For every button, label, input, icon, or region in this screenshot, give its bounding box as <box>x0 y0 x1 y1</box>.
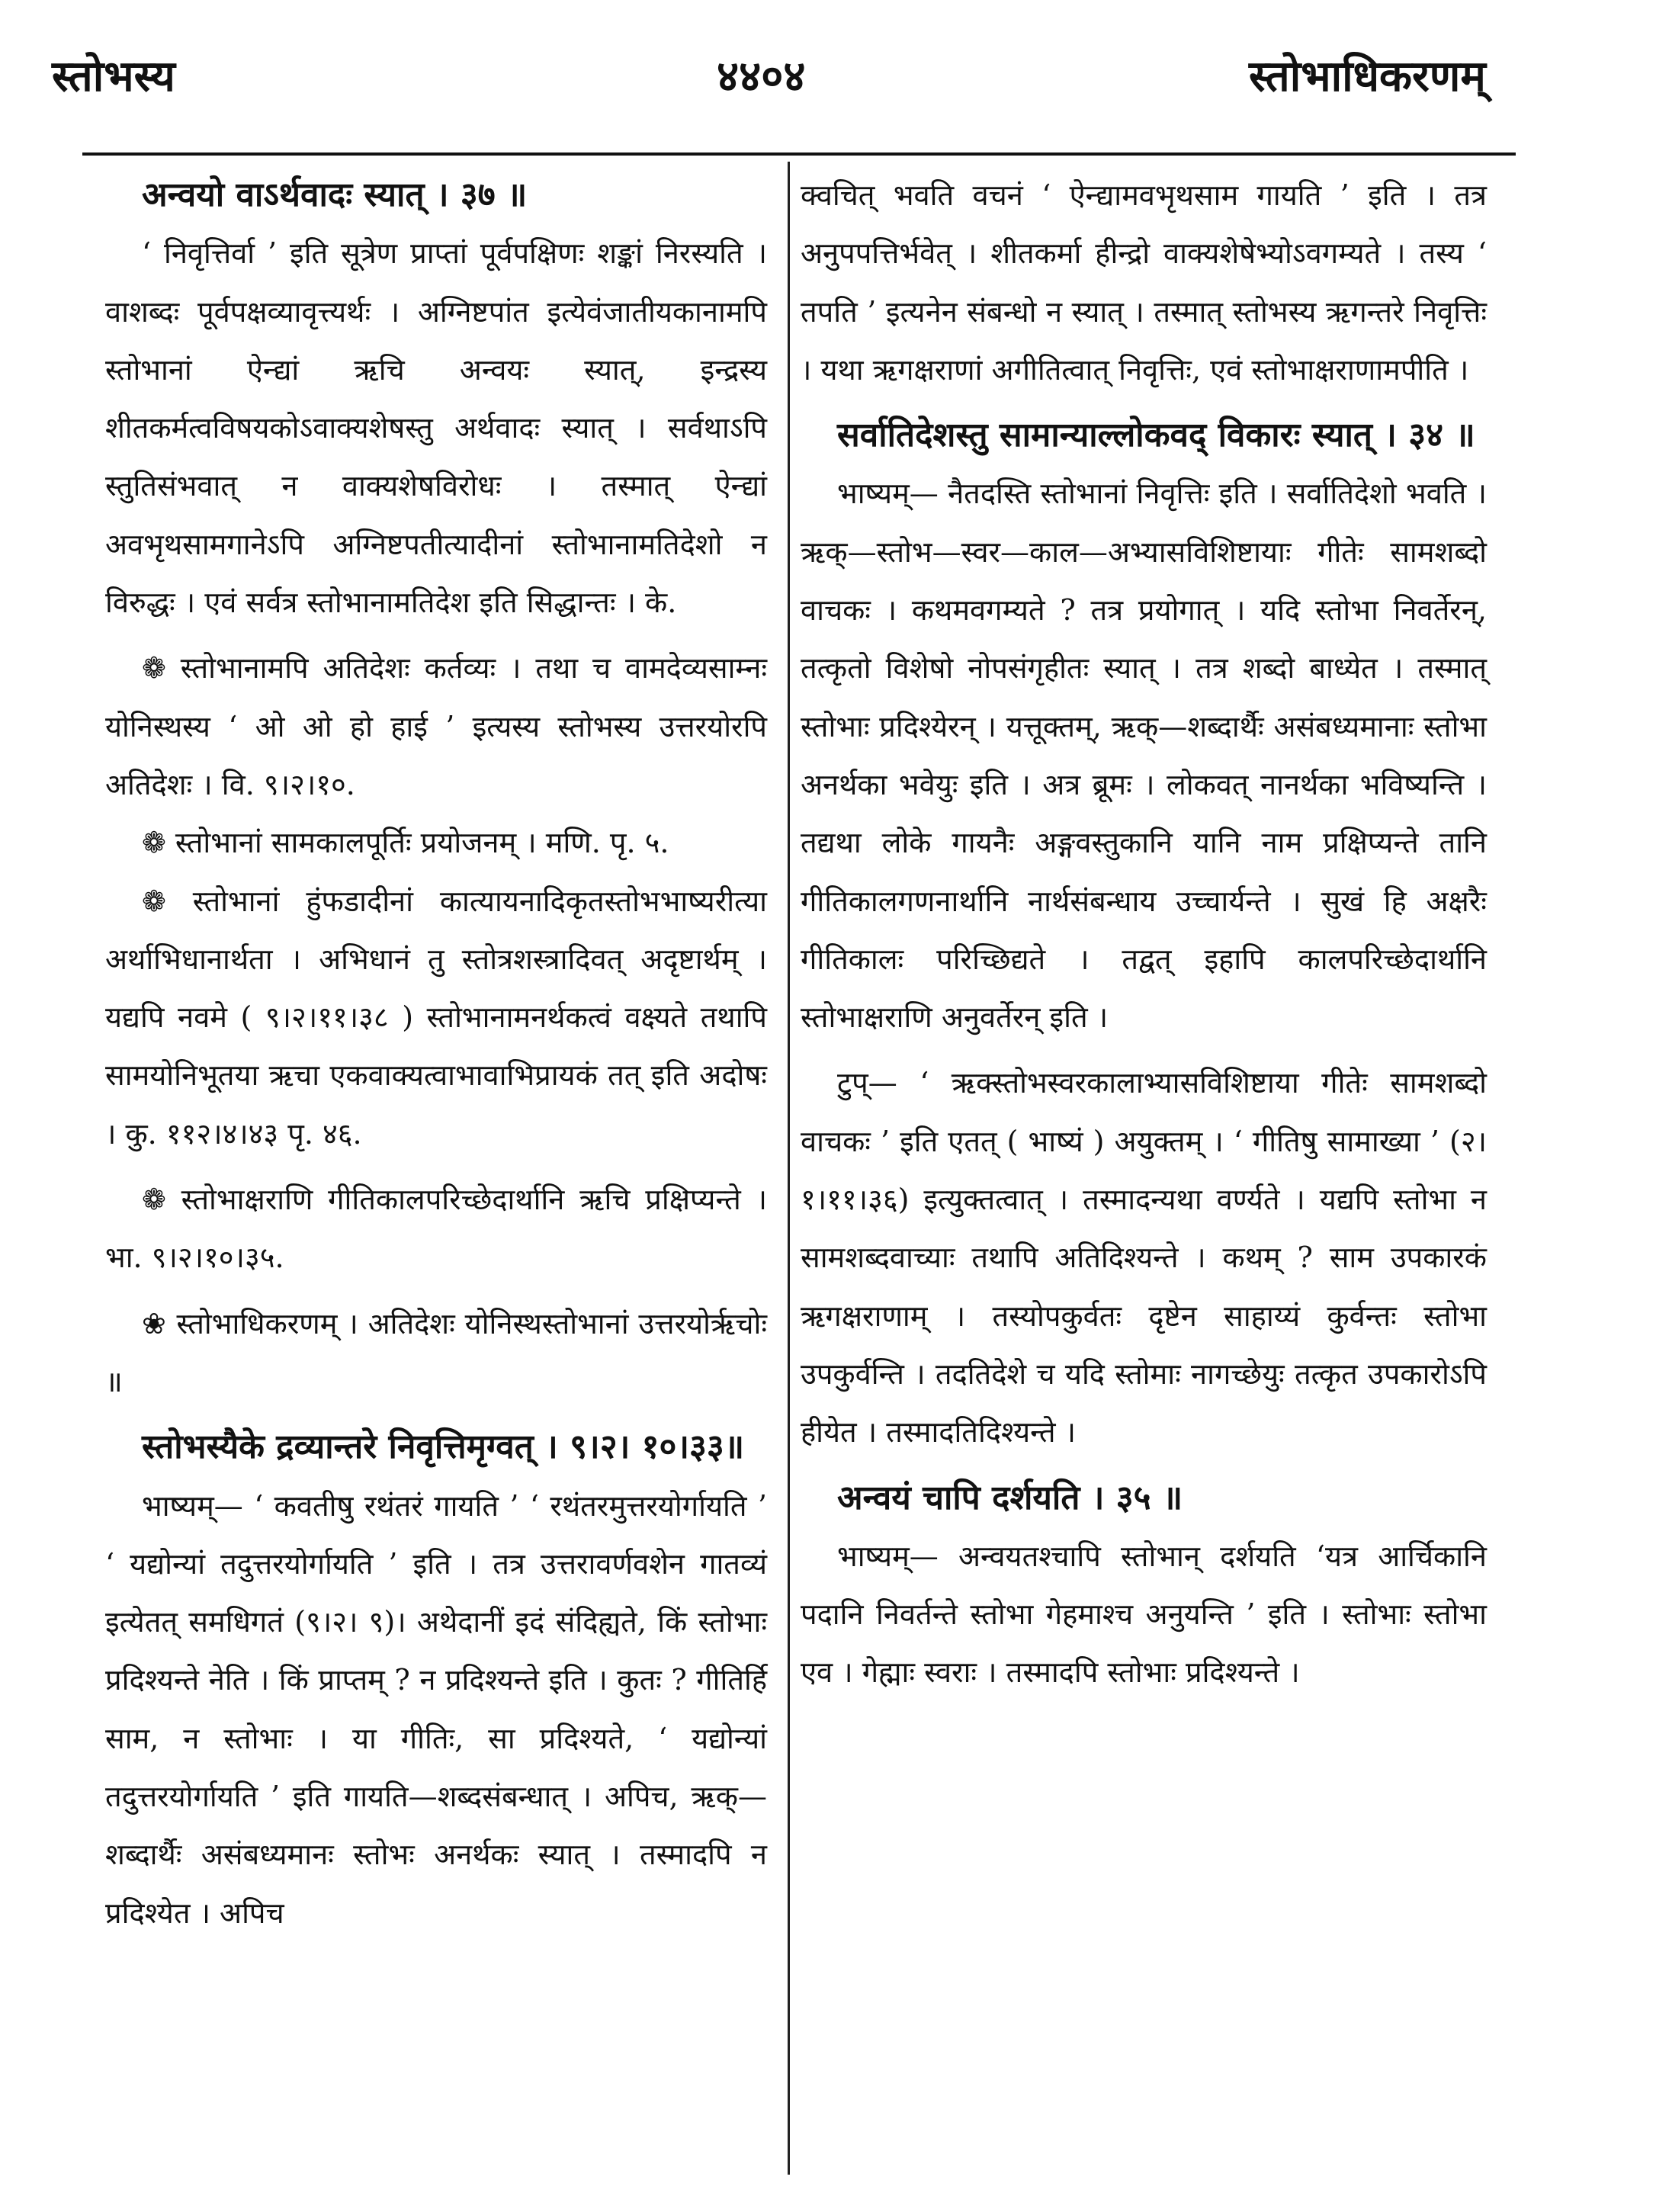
note-paragraph: ❁ स्तोभानामपि अतिदेशः कर्तव्यः । तथा च वामदेव्यसाम्नः योनिस्थस्य ‘ ओ ओ हो हाई ’ इत्यस्य स्तोभस्य उत्तरयोरपि अतिदेशः । वि. ९।२।१०. <box>105 651 767 801</box>
note-paragraph: ❁ स्तोभानां हुंफडादीनां कात्यायनादिकृतस्तोभभाष्यरीत्या अर्थाभिधानार्थता । अभिधानं तु स्तोत्रशस्त्रादिवत् अदृष्टार्थम् । यद्यपि नवमे ( ९।२।११।३८ ) स्तोभानामनर्थकत्वं वक्ष्यते तथापि सामयोनिभूतया ऋचा एकवाक्यत्वाभावाभिप्रायकं तत् इति अदोषः । कु. ११२।४।४३ पृ. ४६. <box>105 884 767 1151</box>
running-head-left: स्तोभस्य <box>52 51 175 101</box>
sutra-heading-35: अन्वयं चापि दर्शयति । ३५ ॥ <box>837 1478 1183 1517</box>
sutra-heading-37: अन्वयो वाऽर्थवादः स्यात् । ३७ ॥ <box>142 175 528 214</box>
bhashya-paragraph: भाष्यम्— नैतदस्ति स्तोभानां निवृत्तिः इति । सर्वातिदेशो भवति । ऋक्—स्तोभ—स्वर—काल—अभ्यासविशिष्टायाः गीतेः सामशब्दो वाचकः । कथमवगम्यते ? तत्र प्रयोगात् । यदि स्तोभा निवर्तेरन्, तत्कृतो विशेषो नोपसंगृहीतः स्यात् । तत्र शब्दो बाध्येत । तस्मात् स्तोभाः प्रदिश्येरन् । यत्तूक्तम्, ऋक्—शब्दार्थैः असंबध्यमानाः स्तोभा अनर्थका भवेयुः इति । अत्र ब्रूमः । लोकवत् नानर्थका भविष्यन्ति । तद्यथा लोके गायनैः अङ्गवस्तुकानि यानि नाम प्रक्षिप्यन्ते तानि गीतिकालगणनार्थानि नार्थसंबन्धाय उच्चार्यन्ते । सुखं हि अक्षरैः गीतिकालः परिच्छिद्यते । तद्वत् इहापि कालपरिच्छेदार्थानि स्तोभाक्षराणि अनुवर्तेरन् इति । <box>801 477 1487 1035</box>
sutra-heading-34: सर्वातिदेशस्तु सामान्याल्लोकवद् विकारः स्यात् । ३४ ॥ <box>837 416 1475 455</box>
sutra-heading-33: स्तोभस्यैके द्रव्यान्तरे निवृत्तिमृग्वत् । ९।२। १०।३३॥ <box>142 1427 745 1467</box>
note-paragraph: ❁ स्तोभाक्षराणि गीतिकालपरिच्छेदार्थानि ऋचि प्रक्षिप्यन्ते । भा. ९।२।१०।३५. <box>105 1183 767 1275</box>
bhashya-paragraph: भाष्यम्— अन्वयतश्चापि स्तोभान् दर्शयति ‘यत्र आर्चिकानि पदानि निवर्तन्ते स्तोभा गेहमाश्च अनुयन्ति ’ इति । स्तोभाः स्तोभा एव । गेह्माः स्वराः । तस्मादपि स्तोभाः प्रदिश्यन्ते । <box>801 1539 1487 1690</box>
column-divider <box>788 162 790 2175</box>
bhashya-paragraph: भाष्यम्— ‘ कवतीषु रथंतरं गायति ’ ‘ रथंतरमुत्तरयोर्गायति ’ ‘ यद्योन्यां तदुत्तरयोर्गायति ’ इति । तत्र उत्तरावर्णवशेन गातव्यं इत्येतत् समधिगतं (९।२। ९)। अथेदानीं इदं संदिह्यते, किं स्तोभाः प्रदिश्यन्ते नेति । किं प्राप्तम् ? न प्रदिश्यन्ते इति । कुतः ? गीतिर्हि साम, न स्तोभाः । या गीतिः, सा प्रदिश्यते, ‘ यद्योन्यां तदुत्तरयोर्गायति ’ इति गायति—शब्दसंबन्धात् । अपिच, ऋक्—शब्दार्थैः असंबध्यमानः स्तोभः अनर्थकः स्यात् । तस्मादपि न प्रदिश्येत । अपिच <box>105 1488 767 1930</box>
header-rule <box>82 152 1516 156</box>
commentary-paragraph: ‘ निवृत्तिर्वा ’ इति सूत्रेण प्राप्तां पूर्वपक्षिणः शङ्कां निरस्यति । वाशब्दः पूर्वपक्षव्यावृत्त्यर्थः । अग्निष्टपांत इत्येवंजातीयकानामपि स्तोभानां ऐन्द्यां ऋचि अन्वयः स्यात्, इन्द्रस्य शीतकर्मत्वविषयकोऽवाक्यशेषस्तु अर्थवादः स्यात् । सर्वथाऽपि स्तुतिसंभवात् न वाक्यशेषविरोधः । तस्मात् ऐन्द्यां अवभृथसामगानेऽपि अग्निष्टपतीत्यादीनां स्तोभानामतिदेशो न विरुद्धः । एवं सर्वत्र स्तोभानामतिदेश इति सिद्धान्तः । के. <box>105 236 767 620</box>
tupttika-paragraph: टुप्— ‘ ऋक्स्तोभस्वरकालाभ्यासविशिष्टाया गीतेः सामशब्दो वाचकः ’ इति एतत् ( भाष्यं ) अयुक्तम् । ‘ गीतिषु सामाख्या ’ (२।१।११।३६) इत्युक्तत्वात् । तस्मादन्यथा वर्ण्यते । यद्यपि स्तोभा न सामशब्दवाच्याः तथापि अतिदिश्यन्ते । कथम् ? साम उपकारकं ऋगक्षराणाम् । तस्योपकुर्वतः दृष्टेन साहाय्यं कुर्वन्तः स्तोभा उपकुर्वन्ति । तदतिदेशे च यदि स्तोमाः नागच्छेयुः तत्कृत उपकारोऽपि हीयेत । तस्मादतिदिश्यन्ते । <box>801 1066 1487 1450</box>
bhashya-continuation: क्वचित् भवति वचनं ‘ ऐन्द्यामवभृथसाम गायति ’ इति । तत्र अनुपपत्तिर्भवेत् । शीतकर्मा हीन्द्रो वाक्यशेषेभ्योऽवगम्यते । तस्य ‘ तपति ’ इत्यनेन संबन्धो न स्यात् । तस्मात् स्तोभस्य ऋगन्तरे निवृत्तिः । यथा ऋगक्षराणां अगीतित्वात् निवृत्तिः, एवं स्तोभाक्षराणामपीति । <box>801 178 1487 387</box>
page-number: ४४०४ <box>717 51 806 101</box>
adhikarana-title: ❀ स्तोभाधिकरणम् । अतिदेशः योनिस्थस्तोभानां उत्तरयोर्ऋचोः ॥ <box>105 1306 767 1398</box>
left-column <box>105 166 767 1942</box>
running-head-right: स्तोभाधिकरणम् <box>1249 51 1486 101</box>
right-column <box>801 166 1487 1702</box>
note-paragraph: ❁ स्तोभानां सामकालपूर्तिः प्रयोजनम् । मणि. पृ. ५. <box>142 826 669 860</box>
